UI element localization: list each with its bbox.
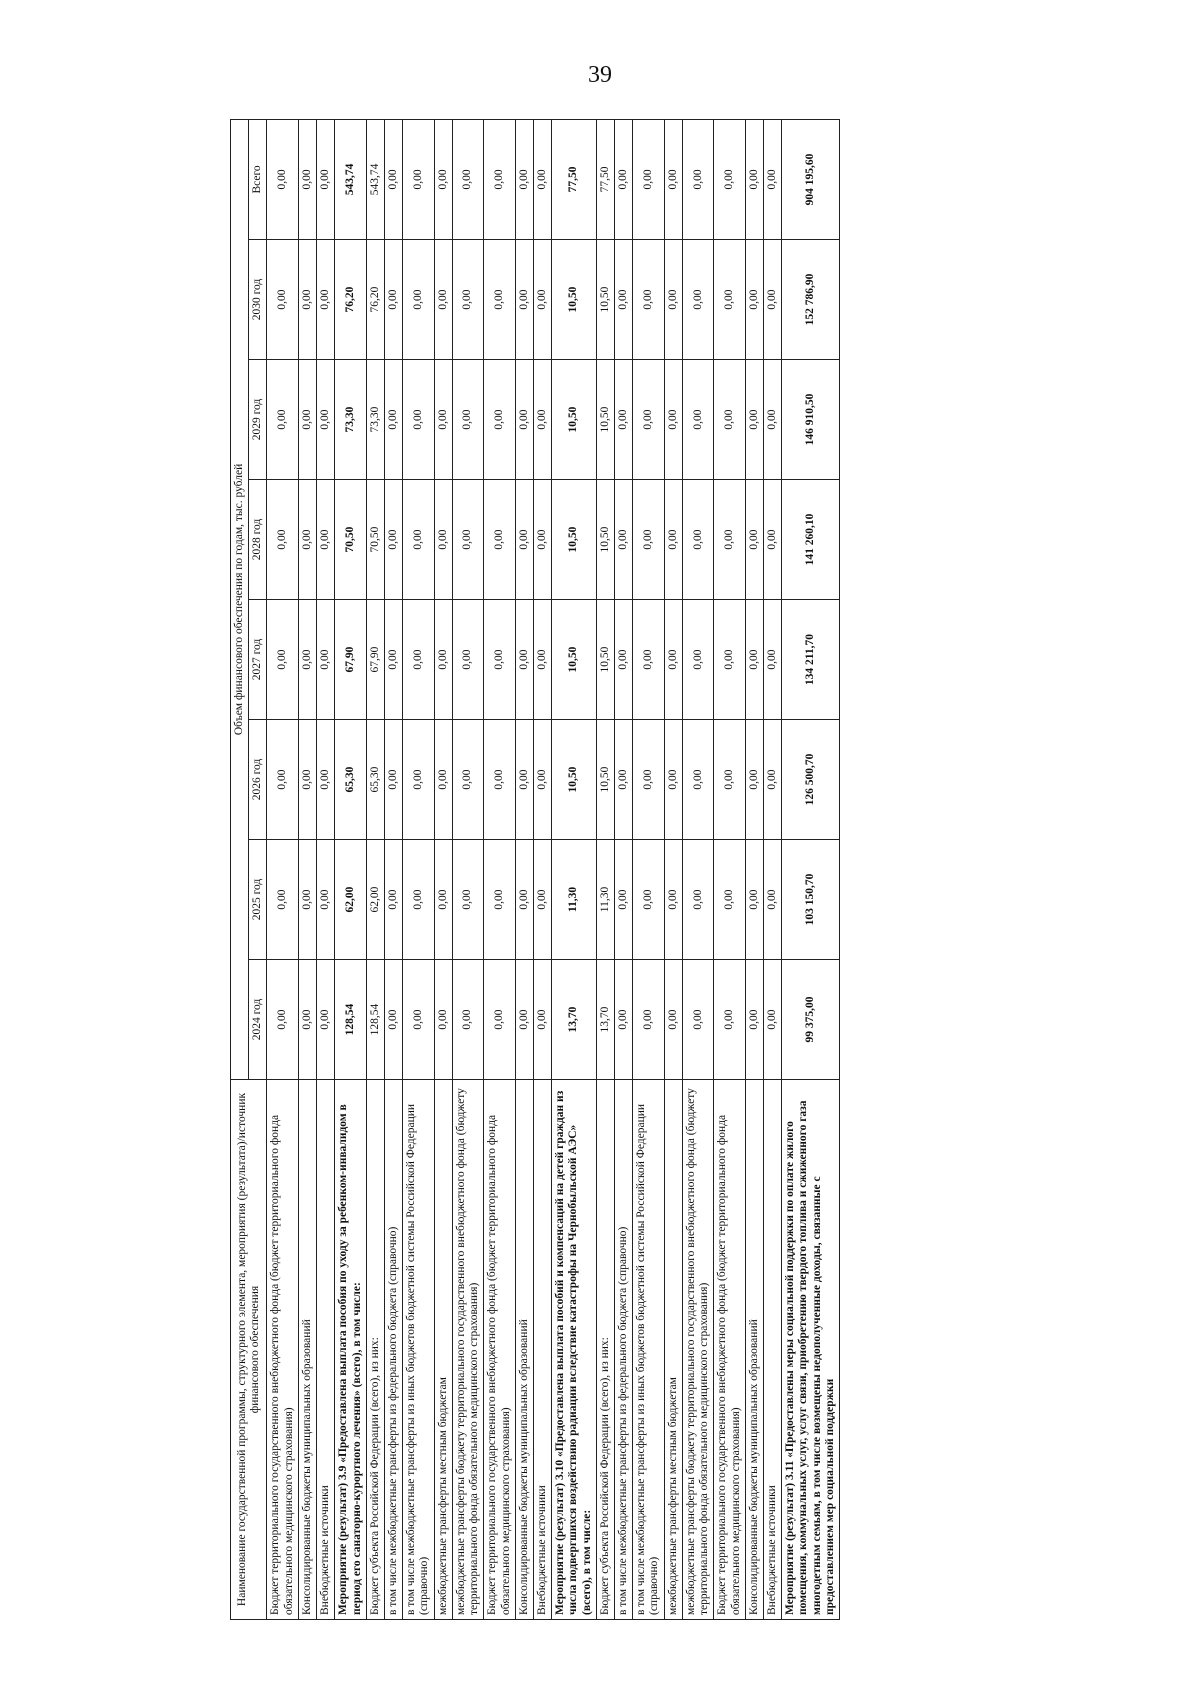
- row-value-cell: 10,50: [596, 240, 614, 360]
- row-value-cell: 0,00: [384, 840, 402, 960]
- row-name-cell: Внебюджетные источники: [317, 1080, 335, 1620]
- row-name-cell: межбюджетные трансферты бюджету территориального государственного внебюджетного фонда (бюджету территориального фонда обязательного медицинского страхования): [682, 1080, 713, 1620]
- row-value-cell: 10,50: [596, 720, 614, 840]
- row-value-cell: 0,00: [745, 600, 763, 720]
- header-name-column: Наименование государственной программы, структурного элемента, мероприятия (результата)/источник финансового обеспечения: [231, 1080, 267, 1620]
- header-year-cell: 2030 год: [249, 240, 267, 360]
- table-row: [267, 119, 298, 1619]
- row-name-cell: Бюджет субъекта Российской Федерации (всего), из них:: [366, 1080, 384, 1620]
- row-value-cell: 73,30: [335, 360, 366, 480]
- row-value-cell: 0,00: [384, 360, 402, 480]
- row-value-cell: 0,00: [298, 240, 316, 360]
- row-value-cell: 0,00: [633, 600, 664, 720]
- row-value-cell: 0,00: [452, 360, 483, 480]
- row-value-cell: 10,50: [596, 360, 614, 480]
- row-value-cell: 0,00: [484, 720, 515, 840]
- row-value-cell: 0,00: [267, 720, 298, 840]
- table-row: [714, 119, 745, 1619]
- row-value-cell: 0,00: [403, 119, 434, 239]
- table-row: [615, 119, 633, 1619]
- row-name-cell: Бюджет территориального государственного внебюджетного фонда (бюджет территориального фонда обязательного медицинского страхования): [484, 1080, 515, 1620]
- row-value-cell: 0,00: [317, 240, 335, 360]
- header-year-cell: 2026 год: [249, 720, 267, 840]
- row-name-cell: Мероприятие (результат) 3.9 «Предоставлена выплата пособия по уходу за ребенком-инвалидом в период его санаторно-курортного лечения» (всего), в том числе:: [335, 1080, 366, 1620]
- row-value-cell: 0,00: [714, 119, 745, 239]
- row-value-cell: 0,00: [533, 840, 551, 960]
- row-value-cell: 0,00: [745, 960, 763, 1080]
- row-value-cell: 10,50: [596, 480, 614, 600]
- row-value-cell: 0,00: [615, 600, 633, 720]
- row-value-cell: 0,00: [403, 600, 434, 720]
- row-name-cell: Бюджет субъекта Российской Федерации (всего), из них:: [596, 1080, 614, 1620]
- row-value-cell: 0,00: [615, 119, 633, 239]
- row-value-cell: 62,00: [335, 840, 366, 960]
- row-value-cell: 0,00: [664, 840, 682, 960]
- row-name-cell: Консолидированные бюджеты муниципальных образований: [515, 1080, 533, 1620]
- row-value-cell: 0,00: [317, 119, 335, 239]
- row-value-cell: 0,00: [633, 480, 664, 600]
- row-value-cell: 0,00: [317, 720, 335, 840]
- row-name-cell: Бюджет территориального государственного внебюджетного фонда (бюджет территориального фонда обязательного медицинского страхования): [714, 1080, 745, 1620]
- row-name-cell: Консолидированные бюджеты муниципальных образований: [745, 1080, 763, 1620]
- row-value-cell: 0,00: [745, 240, 763, 360]
- row-value-cell: 0,00: [317, 480, 335, 600]
- row-value-cell: 0,00: [317, 600, 335, 720]
- row-name-cell: Внебюджетные источники: [764, 1080, 782, 1620]
- row-value-cell: 0,00: [764, 360, 782, 480]
- row-value-cell: 65,30: [366, 720, 384, 840]
- row-value-cell: 0,00: [633, 240, 664, 360]
- row-value-cell: 0,00: [452, 600, 483, 720]
- row-value-cell: 67,90: [335, 600, 366, 720]
- row-value-cell: 152 786,90: [782, 240, 840, 360]
- row-value-cell: 0,00: [764, 480, 782, 600]
- row-value-cell: 0,00: [403, 480, 434, 600]
- row-value-cell: 0,00: [267, 119, 298, 239]
- row-name-cell: межбюджетные трансферты бюджету территориального государственного внебюджетного фонда (бюджету территориального фонда обязательного медицинского страхования): [452, 1080, 483, 1620]
- header-year-cell: 2025 год: [249, 840, 267, 960]
- row-value-cell: 0,00: [745, 840, 763, 960]
- row-value-cell: 0,00: [434, 720, 452, 840]
- row-value-cell: 0,00: [664, 960, 682, 1080]
- header-financing-group: Объем финансового обеспечения по годам, тыс. рублей: [231, 119, 249, 1079]
- row-value-cell: 0,00: [533, 960, 551, 1080]
- row-value-cell: 0,00: [452, 960, 483, 1080]
- row-value-cell: 0,00: [764, 720, 782, 840]
- row-value-cell: 0,00: [298, 600, 316, 720]
- row-value-cell: 67,90: [366, 600, 384, 720]
- row-value-cell: 0,00: [682, 240, 713, 360]
- header-year-cell: 2029 год: [249, 360, 267, 480]
- row-value-cell: 103 150,70: [782, 840, 840, 960]
- row-name-cell: Бюджет территориального государственного внебюджетного фонда (бюджет территориального фонда обязательного медицинского страхования): [267, 1080, 298, 1620]
- row-value-cell: 0,00: [452, 480, 483, 600]
- table-row: [664, 119, 682, 1619]
- row-value-cell: 0,00: [484, 360, 515, 480]
- row-value-cell: 0,00: [682, 840, 713, 960]
- row-value-cell: 10,50: [552, 240, 597, 360]
- row-value-cell: 0,00: [484, 480, 515, 600]
- row-value-cell: 0,00: [515, 360, 533, 480]
- row-value-cell: 10,50: [552, 360, 597, 480]
- row-value-cell: 13,70: [552, 960, 597, 1080]
- row-value-cell: 0,00: [764, 840, 782, 960]
- row-value-cell: 0,00: [434, 840, 452, 960]
- row-value-cell: 0,00: [714, 240, 745, 360]
- row-value-cell: 11,30: [552, 840, 597, 960]
- row-name-cell: в том числе межбюджетные трансферты из федерального бюджета (справочно): [384, 1080, 402, 1620]
- row-value-cell: 0,00: [664, 360, 682, 480]
- financing-table: [230, 119, 840, 1620]
- row-value-cell: 904 195,60: [782, 119, 840, 239]
- row-name-cell: Внебюджетные источники: [533, 1080, 551, 1620]
- row-value-cell: 0,00: [434, 360, 452, 480]
- row-name-cell: межбюджетные трансферты местным бюджетам: [434, 1080, 452, 1620]
- table-row: [745, 119, 763, 1619]
- row-value-cell: 0,00: [615, 480, 633, 600]
- table-row: [298, 119, 316, 1619]
- row-value-cell: 0,00: [682, 360, 713, 480]
- table-row: [366, 119, 384, 1619]
- row-value-cell: 0,00: [633, 720, 664, 840]
- row-value-cell: 0,00: [515, 119, 533, 239]
- table-row: [633, 119, 664, 1619]
- row-value-cell: 0,00: [267, 480, 298, 600]
- header-year-cell: 2024 год: [249, 960, 267, 1080]
- row-value-cell: 0,00: [682, 600, 713, 720]
- row-value-cell: 0,00: [484, 119, 515, 239]
- table-row: [484, 119, 515, 1619]
- header-year-cell: 2027 год: [249, 600, 267, 720]
- table-row: [764, 119, 782, 1619]
- row-value-cell: 62,00: [366, 840, 384, 960]
- row-value-cell: 141 260,10: [782, 480, 840, 600]
- row-value-cell: 0,00: [664, 480, 682, 600]
- table-row: [515, 119, 533, 1619]
- row-value-cell: 0,00: [403, 840, 434, 960]
- row-value-cell: 0,00: [403, 960, 434, 1080]
- row-value-cell: 0,00: [484, 240, 515, 360]
- row-value-cell: 0,00: [267, 600, 298, 720]
- row-value-cell: 0,00: [745, 720, 763, 840]
- rotated-table-container: [230, 120, 1200, 1620]
- row-value-cell: 0,00: [384, 240, 402, 360]
- row-value-cell: 0,00: [664, 720, 682, 840]
- table-row: [403, 119, 434, 1619]
- row-value-cell: 128,54: [366, 960, 384, 1080]
- row-value-cell: 0,00: [515, 480, 533, 600]
- row-value-cell: 0,00: [317, 960, 335, 1080]
- row-value-cell: 0,00: [298, 480, 316, 600]
- row-value-cell: 0,00: [615, 840, 633, 960]
- row-value-cell: 99 375,00: [782, 960, 840, 1080]
- row-value-cell: 0,00: [484, 600, 515, 720]
- row-value-cell: 0,00: [714, 360, 745, 480]
- row-value-cell: 0,00: [452, 119, 483, 239]
- row-value-cell: 10,50: [552, 480, 597, 600]
- row-value-cell: 134 211,70: [782, 600, 840, 720]
- row-name-cell: Мероприятие (результат) 3.10 «Предоставлена выплата пособий и компенсаций на детей граждан из числа подвергшихся воздействию радиации вследствие катастрофы на Чернобыльской АЭС» (всего), в том числе:: [552, 1080, 597, 1620]
- table-row: [384, 119, 402, 1619]
- row-value-cell: 0,00: [434, 960, 452, 1080]
- row-value-cell: 0,00: [682, 960, 713, 1080]
- row-value-cell: 0,00: [384, 119, 402, 239]
- row-value-cell: 0,00: [764, 240, 782, 360]
- table-row: [552, 119, 597, 1619]
- row-value-cell: 0,00: [403, 360, 434, 480]
- row-value-cell: 0,00: [384, 960, 402, 1080]
- row-value-cell: 0,00: [298, 360, 316, 480]
- row-value-cell: 10,50: [552, 600, 597, 720]
- row-value-cell: 0,00: [714, 840, 745, 960]
- row-value-cell: 0,00: [267, 240, 298, 360]
- row-name-cell: межбюджетные трансферты местным бюджетам: [664, 1080, 682, 1620]
- row-value-cell: 0,00: [267, 840, 298, 960]
- row-value-cell: 70,50: [366, 480, 384, 600]
- row-value-cell: 0,00: [515, 720, 533, 840]
- header-year-cell: 2028 год: [249, 480, 267, 600]
- row-value-cell: 0,00: [403, 240, 434, 360]
- row-value-cell: 0,00: [682, 119, 713, 239]
- row-value-cell: 0,00: [515, 240, 533, 360]
- table-row: [317, 119, 335, 1619]
- row-name-cell: в том числе межбюджетные трансферты из иных бюджетов бюджетной системы Российской Федерации (справочно): [633, 1080, 664, 1620]
- row-value-cell: 0,00: [267, 360, 298, 480]
- page-number: 39: [588, 62, 612, 88]
- row-value-cell: 0,00: [664, 240, 682, 360]
- row-value-cell: 0,00: [615, 720, 633, 840]
- row-name-cell: в том числе межбюджетные трансферты из федерального бюджета (справочно): [615, 1080, 633, 1620]
- row-value-cell: 0,00: [764, 600, 782, 720]
- row-value-cell: 0,00: [633, 119, 664, 239]
- row-value-cell: 0,00: [384, 600, 402, 720]
- row-value-cell: 0,00: [714, 960, 745, 1080]
- table-row: [782, 119, 840, 1619]
- row-value-cell: 0,00: [267, 960, 298, 1080]
- row-value-cell: 0,00: [298, 119, 316, 239]
- header-year-cell: Всего: [249, 119, 267, 239]
- row-value-cell: 0,00: [745, 360, 763, 480]
- row-value-cell: 76,20: [335, 240, 366, 360]
- row-value-cell: 0,00: [764, 119, 782, 239]
- row-value-cell: 0,00: [317, 360, 335, 480]
- row-value-cell: 0,00: [515, 840, 533, 960]
- row-value-cell: 73,30: [366, 360, 384, 480]
- row-value-cell: 0,00: [533, 119, 551, 239]
- row-value-cell: 0,00: [745, 480, 763, 600]
- row-value-cell: 0,00: [533, 360, 551, 480]
- row-value-cell: 0,00: [615, 960, 633, 1080]
- row-name-cell: Мероприятие (результат) 3.11 «Предоставлены меры социальной поддержки по оплате жилого помещения, коммунальных услуг, услуг связи, приобретению твердого топлива и сжиженного газа многодетным семьям, в том числе возмещены недополученные доходы, связанные с предоставлением мер социальной поддержки: [782, 1080, 840, 1620]
- table-body: [267, 119, 840, 1619]
- row-value-cell: 0,00: [633, 840, 664, 960]
- row-value-cell: 0,00: [633, 360, 664, 480]
- row-value-cell: 0,00: [633, 960, 664, 1080]
- row-value-cell: 0,00: [317, 840, 335, 960]
- row-value-cell: 0,00: [515, 600, 533, 720]
- row-value-cell: 0,00: [714, 720, 745, 840]
- row-value-cell: 128,54: [335, 960, 366, 1080]
- table-row: [335, 119, 366, 1619]
- row-value-cell: 65,30: [335, 720, 366, 840]
- table-row: [434, 119, 452, 1619]
- row-value-cell: 0,00: [533, 600, 551, 720]
- row-value-cell: 0,00: [533, 720, 551, 840]
- row-value-cell: 0,00: [745, 119, 763, 239]
- row-value-cell: 126 500,70: [782, 720, 840, 840]
- row-value-cell: 0,00: [615, 240, 633, 360]
- table-row: [682, 119, 713, 1619]
- row-value-cell: 0,00: [764, 960, 782, 1080]
- row-value-cell: 0,00: [515, 960, 533, 1080]
- row-value-cell: 0,00: [452, 720, 483, 840]
- row-value-cell: 76,20: [366, 240, 384, 360]
- table-row: [533, 119, 551, 1619]
- table-row: [452, 119, 483, 1619]
- row-value-cell: 0,00: [298, 960, 316, 1080]
- row-value-cell: 0,00: [484, 960, 515, 1080]
- rotated-table-frame: [230, 120, 1200, 1620]
- row-value-cell: 0,00: [403, 720, 434, 840]
- row-value-cell: 543,74: [366, 119, 384, 239]
- row-value-cell: 0,00: [384, 480, 402, 600]
- row-value-cell: 10,50: [596, 600, 614, 720]
- row-value-cell: 146 910,50: [782, 360, 840, 480]
- row-value-cell: 0,00: [298, 720, 316, 840]
- table-row: [596, 119, 614, 1619]
- row-name-cell: в том числе межбюджетные трансферты из иных бюджетов бюджетной системы Российской Федерации (справочно): [403, 1080, 434, 1620]
- row-value-cell: 70,50: [335, 480, 366, 600]
- row-value-cell: 0,00: [664, 600, 682, 720]
- row-value-cell: 0,00: [682, 480, 713, 600]
- row-value-cell: 11,30: [596, 840, 614, 960]
- row-value-cell: 0,00: [533, 240, 551, 360]
- row-value-cell: 0,00: [664, 119, 682, 239]
- row-value-cell: 0,00: [452, 840, 483, 960]
- row-value-cell: 13,70: [596, 960, 614, 1080]
- row-value-cell: 543,74: [335, 119, 366, 239]
- row-value-cell: 77,50: [552, 119, 597, 239]
- row-value-cell: 77,50: [596, 119, 614, 239]
- row-value-cell: 10,50: [552, 720, 597, 840]
- row-value-cell: 0,00: [484, 840, 515, 960]
- row-value-cell: 0,00: [298, 840, 316, 960]
- row-value-cell: 0,00: [434, 119, 452, 239]
- row-value-cell: 0,00: [384, 720, 402, 840]
- row-value-cell: 0,00: [452, 240, 483, 360]
- row-value-cell: 0,00: [714, 600, 745, 720]
- row-value-cell: 0,00: [682, 720, 713, 840]
- row-value-cell: 0,00: [714, 480, 745, 600]
- table-header-row: [231, 119, 249, 1619]
- row-name-cell: Консолидированные бюджеты муниципальных образований: [298, 1080, 316, 1620]
- row-value-cell: 0,00: [434, 240, 452, 360]
- row-value-cell: 0,00: [615, 360, 633, 480]
- row-value-cell: 0,00: [533, 480, 551, 600]
- row-value-cell: 0,00: [434, 480, 452, 600]
- row-value-cell: 0,00: [434, 600, 452, 720]
